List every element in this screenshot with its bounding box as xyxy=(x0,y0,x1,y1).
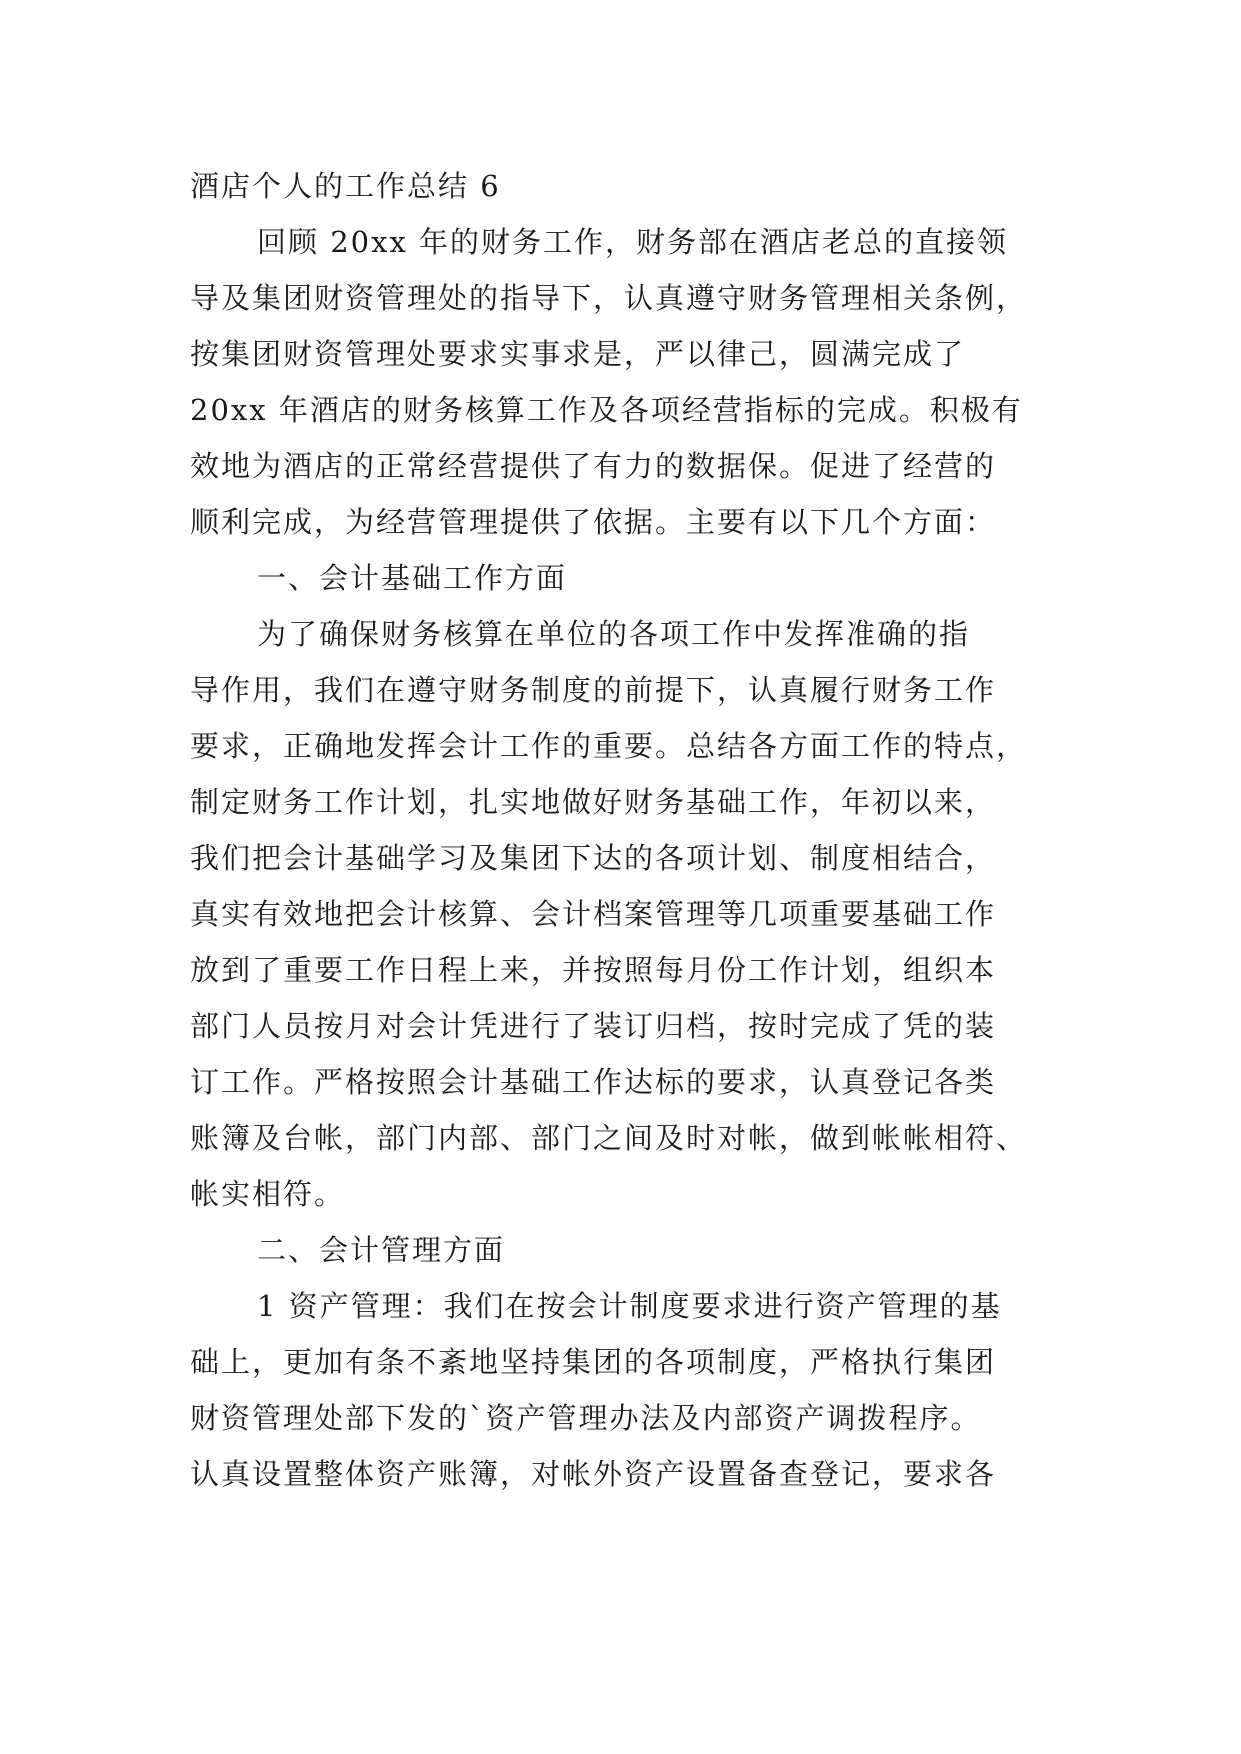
paragraph-line: 1 资产管理：我们在按会计制度要求进行资产管理的基 xyxy=(257,1289,1002,1323)
paragraph-line: 按集团财资管理处要求实事求是，严以律己，圆满完成了 xyxy=(190,337,966,371)
paragraph-line: 我们把会计基础学习及集团下达的各项计划、制度相结合， xyxy=(190,841,997,875)
paragraph-line: 20xx 年酒店的财务核算工作及各项经营指标的完成。积极有 xyxy=(190,393,1023,427)
paragraph-line: 放到了重要工作日程上来，并按照每月份工作计划，组织本 xyxy=(190,953,997,987)
paragraph-line: 部门人员按月对会计凭进行了装订归档，按时完成了凭的装 xyxy=(190,1009,997,1043)
paragraph-line: 真实有效地把会计核算、会计档案管理等几项重要基础工作 xyxy=(190,897,997,931)
paragraph-line: 础上，更加有条不紊地坚持集团的各项制度，严格执行集团 xyxy=(190,1345,997,1379)
paragraph-line: 制定财务工作计划，扎实地做好财务基础工作，年初以来， xyxy=(190,785,997,819)
document-title: 酒店个人的工作总结 6 xyxy=(190,169,501,203)
section-heading: 一、会计基础工作方面 xyxy=(257,561,568,595)
paragraph-line: 订工作。严格按照会计基础工作达标的要求，认真登记各类 xyxy=(190,1065,997,1099)
paragraph-line: 账簿及台帐，部门内部、部门之间及时对帐，做到帐帐相符、 xyxy=(190,1121,1028,1155)
paragraph-line: 顺利完成，为经营管理提供了依据。主要有以下几个方面： xyxy=(190,505,997,539)
paragraph-line: 认真设置整体资产账簿，对帐外资产设置备查登记，要求各 xyxy=(190,1457,997,1491)
paragraph-line: 回顾 20xx 年的财务工作，财务部在酒店老总的直接领 xyxy=(257,225,1009,259)
paragraph-line: 帐实相符。 xyxy=(190,1177,346,1211)
section-heading: 二、会计管理方面 xyxy=(257,1233,506,1267)
paragraph-line: 财资管理处部下发的`资产管理办法及内部资产调拨程序。 xyxy=(190,1401,982,1435)
paragraph-line: 效地为酒店的正常经营提供了有力的数据保。促进了经营的 xyxy=(190,449,997,483)
paragraph-line: 导及集团财资管理处的指导下，认真遵守财务管理相关条例， xyxy=(190,281,1028,315)
paragraph-line: 要求，正确地发挥会计工作的重要。总结各方面工作的特点， xyxy=(190,729,1028,763)
paragraph-line: 为了确保财务核算在单位的各项工作中发挥准确的指 xyxy=(257,617,971,651)
paragraph-line: 导作用，我们在遵守财务制度的前提下，认真履行财务工作 xyxy=(190,673,997,707)
